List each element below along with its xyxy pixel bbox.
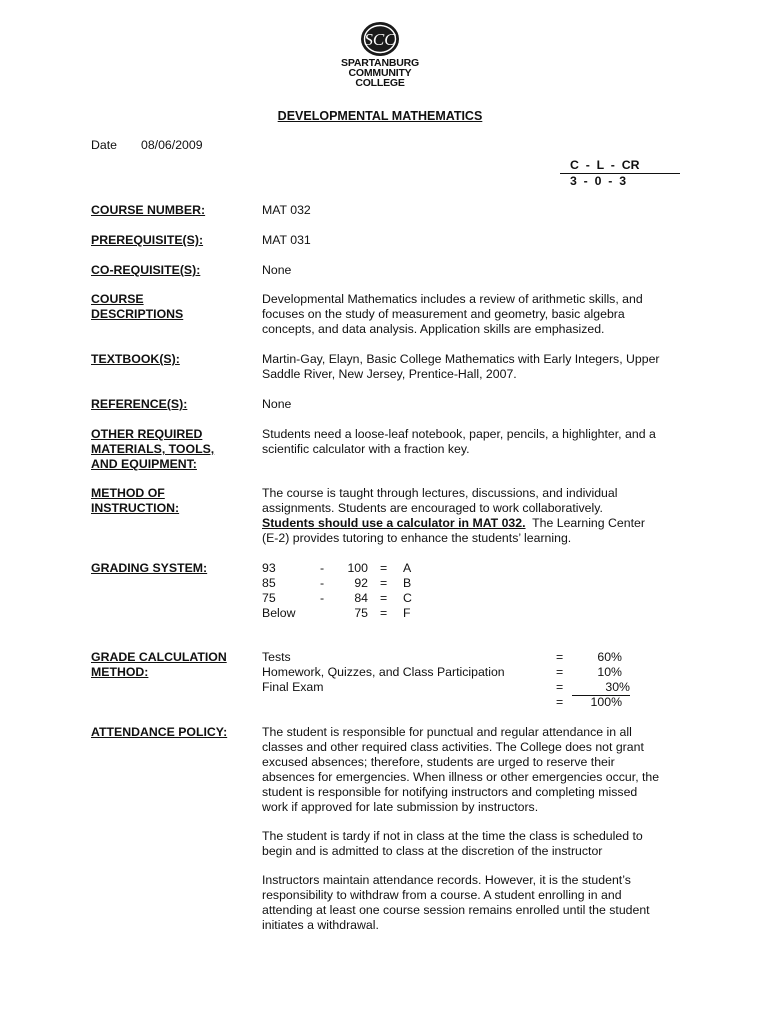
grade-high: 92 xyxy=(354,576,368,590)
calc-eq: = xyxy=(556,650,564,664)
textbooks-text xyxy=(262,352,682,382)
attendance-p1-line: student is responsible for notifying instructors and completing missed xyxy=(262,785,638,799)
attendance-paragraph-2 xyxy=(262,829,682,859)
other-materials-line-2: scientific calculator with a fraction key. xyxy=(262,442,470,456)
grade-letter: A xyxy=(403,561,412,575)
credit-hours-values: 3 - 0 - 3 xyxy=(570,174,627,188)
date-value: 08/06/2009 xyxy=(141,138,203,152)
grading-system-label: GRADING SYSTEM: xyxy=(91,561,208,575)
calc-row xyxy=(262,680,632,695)
calc-item: Final Exam xyxy=(262,680,324,694)
prerequisites-value: MAT 031 xyxy=(262,233,311,247)
course-descriptions-label-line-2: DESCRIPTIONS xyxy=(91,307,184,321)
other-materials-text xyxy=(262,427,682,457)
other-materials-line-1: Students need a loose-leaf notebook, paper, pencils, a highlighter, and a xyxy=(262,427,656,441)
attendance-p3-line: attending at least one course session remains enrolled until the student xyxy=(262,903,650,917)
method-line-3 xyxy=(262,516,682,531)
grade-letter: F xyxy=(403,606,411,620)
grade-high: 84 xyxy=(354,591,368,605)
course-descriptions-label xyxy=(91,292,251,322)
grade-eq: = xyxy=(380,591,388,605)
grade-low: 85 xyxy=(262,576,276,590)
grade-dash: - xyxy=(320,576,325,590)
grade-dash: - xyxy=(320,591,325,605)
other-materials-label-line-2: MATERIALS, TOOLS, xyxy=(91,442,215,456)
document-title xyxy=(0,109,770,123)
method-line-2: assignments. Students are encouraged to work collaboratively. xyxy=(262,501,603,515)
course-descriptions-label-line-1: COURSE xyxy=(91,292,144,306)
date-label: Date xyxy=(91,138,117,152)
textbooks-line-2: Saddle River, New Jersey, Prentice-Hall, 2007. xyxy=(262,367,517,381)
references-label: REFERENCE(S): xyxy=(91,397,188,411)
calculator-requirement: Students should use a calculator in MAT 032. xyxy=(262,516,526,530)
grade-eq: = xyxy=(380,606,388,620)
calc-row-total xyxy=(262,695,632,710)
attendance-p3-line: Instructors maintain attendance records. However, it is the student’s xyxy=(262,873,631,887)
grade-calculation-label xyxy=(91,650,251,680)
calc-item: Tests xyxy=(262,650,291,664)
course-number-value: MAT 032 xyxy=(262,203,311,217)
attendance-p3-line: responsibility to withdraw from a course. A student enrolling in and xyxy=(262,888,622,902)
calc-eq: = xyxy=(556,665,564,679)
method-line-4: (E-2) provides tutoring to enhance the students’ learning. xyxy=(262,531,572,545)
other-materials-label xyxy=(91,427,251,472)
course-descriptions-line-3: concepts, and data analysis. Application skills are emphasized. xyxy=(262,322,605,336)
calc-eq: = xyxy=(556,680,564,694)
attendance-p2-line: The student is tardy if not in class at the time the class is scheduled to xyxy=(262,829,643,843)
logo-line-2: COMMUNITY xyxy=(348,67,412,79)
textbooks-line-1: Martin-Gay, Elayn, Basic College Mathematics with Early Integers, Upper xyxy=(262,352,660,366)
attendance-p1-line: excused absences; therefore, students are urged to reserve their xyxy=(262,755,615,769)
method-line-1: The course is taught through lectures, discussions, and individual xyxy=(262,486,618,500)
monogram-text: SCC xyxy=(364,30,396,49)
attendance-p1-line: absences for emergencies. When illness or other emergencies occur, the xyxy=(262,770,660,784)
attendance-p3-line: initiates a withdrawal. xyxy=(262,918,379,932)
calc-pct: 60% xyxy=(597,650,622,664)
attendance-p1-line: classes and other required class activities. The College does not grant xyxy=(262,740,644,754)
grade-letter: C xyxy=(403,591,412,605)
method-label-line-1: METHOD OF xyxy=(91,486,165,500)
college-logo xyxy=(335,20,425,88)
grade-high: 100 xyxy=(347,561,368,575)
corequisites-label: CO-REQUISITE(S): xyxy=(91,263,201,277)
prerequisites-label: PREREQUISITE(S): xyxy=(91,233,204,247)
method-line-3-rest: The Learning Center xyxy=(525,516,645,530)
other-materials-label-line-1: OTHER REQUIRED xyxy=(91,427,203,441)
grade-calc-label-line-1: GRADE CALCULATION xyxy=(91,650,227,664)
calc-pct: 10% xyxy=(597,665,622,679)
grade-calc-label-line-2: METHOD: xyxy=(91,665,149,679)
title-text: DEVELOPMENTAL MATHEMATICS xyxy=(277,109,483,123)
method-of-instruction-text xyxy=(262,486,682,546)
attendance-p1-line: The student is responsible for punctual and regular attendance in all xyxy=(262,725,632,739)
method-of-instruction-label xyxy=(91,486,251,516)
course-descriptions-line-2: focuses on the study of measurement and geometry, basic algebra xyxy=(262,307,625,321)
logo-line-3: COLLEGE xyxy=(355,77,405,89)
grade-letter: B xyxy=(403,576,412,590)
references-value: None xyxy=(262,397,292,411)
course-descriptions-line-1: Developmental Mathematics includes a review of arithmetic skills, and xyxy=(262,292,643,306)
attendance-policy-label: ATTENDANCE POLICY: xyxy=(91,725,228,739)
calc-pct-total: 100% xyxy=(590,695,622,709)
grade-low: Below xyxy=(262,606,296,620)
calc-pct: 30% xyxy=(572,680,630,696)
credit-hours-header: C - L - CR xyxy=(560,158,680,174)
attendance-p2-line: begin and is admitted to class at the discretion of the instructor xyxy=(262,844,603,858)
attendance-p1-line: work if approved for late submission by instructors. xyxy=(262,800,539,814)
grade-low: 93 xyxy=(262,561,276,575)
grade-low: 75 xyxy=(262,591,276,605)
attendance-paragraph-3 xyxy=(262,873,682,933)
grade-high: 75 xyxy=(354,606,368,620)
course-descriptions-text xyxy=(262,292,682,337)
attendance-paragraph-1 xyxy=(262,725,682,815)
logo-line-1: SPARTANBURG xyxy=(341,57,419,69)
corequisites-value: None xyxy=(262,263,292,277)
calc-row xyxy=(262,650,632,665)
other-materials-label-line-3: AND EQUIPMENT: xyxy=(91,457,197,471)
calc-eq: = xyxy=(556,695,564,709)
textbooks-label: TEXTBOOK(S): xyxy=(91,352,180,366)
course-number-label: COURSE NUMBER: xyxy=(91,203,206,217)
grade-eq: = xyxy=(380,561,388,575)
grade-eq: = xyxy=(380,576,388,590)
calc-row xyxy=(262,665,632,680)
grade-dash: - xyxy=(320,561,325,575)
calc-item: Homework, Quizzes, and Class Participation xyxy=(262,665,505,679)
method-label-line-2: INSTRUCTION: xyxy=(91,501,180,515)
scc-monogram-icon xyxy=(358,20,402,58)
